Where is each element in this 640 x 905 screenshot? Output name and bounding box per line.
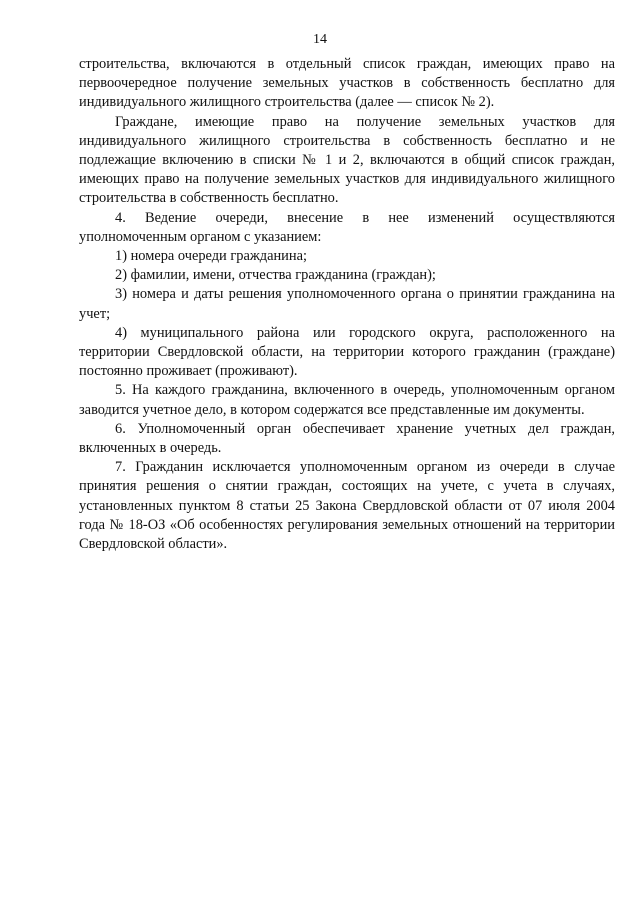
document-body — [79, 55, 615, 554]
page-number: 14 — [313, 32, 327, 47]
paragraph-continuation: строительства, включаются в отдельный список граждан, имеющих право на первоочередное получение земельных участков в собственность бесплатно для индивидуального жилищного строительства (далее — список № 2). — [79, 56, 615, 111]
paragraph-general-list: Граждане, имеющие право на получение земельных участков для индивидуального жилищного строительства в собственность бесплатно и не подлежащие включению в списки № 1 и 2, включаются в общий список граждан, имеющих право на получение земельных участков для индивидуального жилищного строительства в собственность бесплатно. — [79, 113, 615, 207]
paragraph-item-6: 6. Уполномоченный орган обеспечивает хранение учетных дел граждан, включенных в очередь. — [79, 420, 615, 457]
list-item-full-name: 2) фамилии, имени, отчества гражданина (граждан); — [115, 267, 436, 284]
list-item-queue-number: 1) номера очереди гражданина; — [115, 248, 307, 265]
paragraph-item-7: 7. Гражданин исключается уполномоченным органом из очереди в случае принятия решения о снятии граждан, состоящих на учете, с учета в случаях, установленных пунктом 8 статьи 25 Закона Свердловской области от 07 июля 2004 года № 18-ОЗ «Об особенностях регулирования земельных отношений на территории Свердловской области». — [79, 459, 615, 553]
list-item-decision: 3) номера и даты решения уполномоченного органа о принятии гражданина на учет; — [79, 286, 615, 322]
paragraph-item-5: 5. На каждого гражданина, включенного в очередь, уполномоченным органом заводится учетное дело, в котором содержатся все представленные им документы. — [79, 382, 615, 418]
paragraph-item-4: 4. Ведение очереди, внесение в нее изменений осуществляются уполномоченным органом с указанием: — [79, 209, 615, 245]
list-item-municipality: 4) муниципального района или городского округа, расположенного на территории Свердловской области, на территории которого гражданин (граждане) постоянно проживает (проживают). — [79, 324, 615, 380]
